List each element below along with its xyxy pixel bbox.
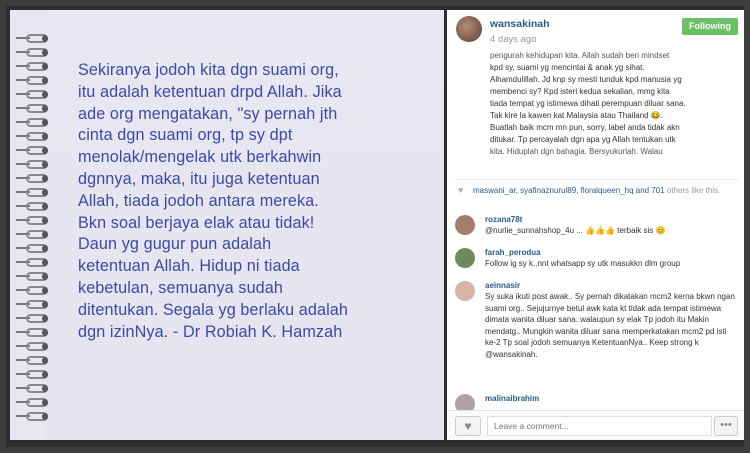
comment-username[interactable]: aeinnasir	[485, 281, 521, 290]
spiral-ring	[16, 60, 52, 74]
spiral-ring	[16, 242, 52, 256]
spiral-ring	[16, 312, 52, 326]
post-username[interactable]: wansakinah	[490, 18, 550, 30]
spiral-ring	[16, 46, 52, 60]
likes-others[interactable]: others like this.	[666, 186, 721, 195]
spiral-ring	[16, 32, 52, 46]
spiral-binding	[16, 32, 52, 432]
following-button[interactable]: Following	[682, 18, 738, 35]
spiral-ring	[16, 186, 52, 200]
quote-line: Sekiranya jodoh kita dgn suami org,	[78, 61, 339, 79]
comment-avatar[interactable]	[455, 248, 475, 268]
quote-line: ketentuan Allah. Hidup ni tiada	[78, 257, 300, 276]
spiral-ring	[16, 326, 52, 340]
more-options-icon: •••	[720, 419, 732, 431]
comment-text: Sy suka ikuti post awak.. Sy pernah dikatakan mcm2 kerna bkwn ngan suami org.. Sejujurnye betul awk kata kt tidak ada tempat istimewa dimata wanita diluar sana..walaupun sy elak Tp jodoh itu Makin mendatg.. Mungkin wanita diluar sana memperkatakan mcm2 pd isti ke-2 Tp soal jodoh semuanya KetentuanNya.. Keep strong k @wansakinah.	[485, 292, 735, 359]
post-details-panel	[447, 10, 744, 440]
caption-line: Tak kire la kawen kat Malaysia atau Thailand 😂.	[490, 111, 664, 120]
comment-avatar[interactable]	[455, 281, 475, 301]
quote-text	[78, 60, 418, 343]
like-button[interactable]	[455, 416, 481, 436]
spiral-ring	[16, 270, 52, 284]
comment-text: @nurlie_sunnahshop_4u ... 👍👍👍 terbaik sis 😊	[485, 226, 666, 235]
spiral-ring	[16, 200, 52, 214]
likes-section	[455, 179, 739, 209]
spiral-ring	[16, 298, 52, 312]
spiral-ring	[16, 172, 52, 186]
quote-line: kebetulan, semuanya sudah	[78, 278, 283, 297]
caption-line: pengurah kehidupan kita. Allah sudah beri mindset	[490, 51, 670, 60]
spiral-ring	[16, 228, 52, 242]
likes-text[interactable]	[473, 185, 735, 196]
comment-text: Follow ig sy k..nnt whatsapp sy utk masukkn dlm group	[485, 259, 681, 268]
spiral-ring	[16, 102, 52, 116]
comment-username[interactable]: rozana78t	[485, 215, 523, 224]
spiral-ring	[16, 340, 52, 354]
caption-line: kpd sy, suami yg mencintai & anak yg sihat.	[490, 63, 645, 72]
comment-input[interactable]	[487, 416, 712, 436]
spiral-ring	[16, 116, 52, 130]
quote-line: ditentukan. Segala yg berlaku adalah	[78, 300, 348, 319]
spiral-ring	[16, 368, 52, 382]
spiral-ring	[16, 354, 52, 368]
spiral-ring	[16, 144, 52, 158]
spiral-ring	[16, 158, 52, 172]
post-caption	[490, 50, 730, 158]
caption-line: tiada tempat yg istimewa dihati perempuan diluar sana.	[490, 99, 686, 108]
quote-line: Allah, tiada jodoh antara mereka.	[78, 191, 319, 210]
caption-line: Buatlah baik mcm mn pun, sorry, label anda tidak akn	[490, 123, 680, 132]
spiral-ring	[16, 382, 52, 396]
quote-line: dgnnya, maka, itu juga ketentuan	[78, 169, 320, 188]
heart-icon: ♥	[464, 419, 472, 433]
quote-line: Bkn soal berjaya elak atau tidak!	[78, 213, 315, 232]
comment-bar	[447, 410, 744, 440]
spiral-ring	[16, 284, 52, 298]
spiral-ring	[16, 130, 52, 144]
spiral-ring	[16, 88, 52, 102]
more-options-button[interactable]	[714, 416, 738, 436]
heart-icon: ♥	[458, 185, 464, 195]
quote-line: cinta dgn suami org, tp sy dpt	[78, 126, 293, 145]
quote-line: dgn izinNya. - Dr Robiah K. Hamzah	[78, 322, 343, 341]
quote-line: ade org mengatakan, "sy pernah jth	[78, 104, 338, 123]
avatar[interactable]	[456, 16, 482, 42]
spiral-ring	[16, 214, 52, 228]
quote-line: itu adalah ketentuan drpd Allah. Jika	[78, 82, 342, 101]
quote-line: Daun yg gugur pun adalah	[78, 235, 272, 254]
post-image	[10, 10, 444, 440]
comment-avatar[interactable]	[455, 215, 475, 235]
quote-line: menolak/mengelak utk berkahwin	[78, 148, 322, 167]
caption-line: Alhamdulillah. Jd knp sy mesti tunduk kpd manusia yg	[490, 75, 682, 84]
caption-line: kita. Hiduplah dgn bahagia. Bersyukurlah. Walau	[490, 147, 663, 156]
likes-names[interactable]: maswani_ar, syafinaznurul89, floralqueen_hq and 701	[473, 186, 665, 195]
spiral-ring	[16, 410, 52, 424]
spiral-ring	[16, 396, 52, 410]
spiral-ring	[16, 74, 52, 88]
comment-username[interactable]: farah_perodua	[485, 248, 541, 257]
caption-line: ditukar. Tp percayalah dgn apa yg Allah tentukan utk	[490, 135, 676, 144]
post-time: 4 days ago	[490, 34, 537, 45]
spiral-ring	[16, 256, 52, 270]
caption-line: membenci sy? Kpd isteri kedua sekalian, mmg kita	[490, 87, 670, 96]
comment-username[interactable]: malinaibrahim	[485, 394, 540, 403]
